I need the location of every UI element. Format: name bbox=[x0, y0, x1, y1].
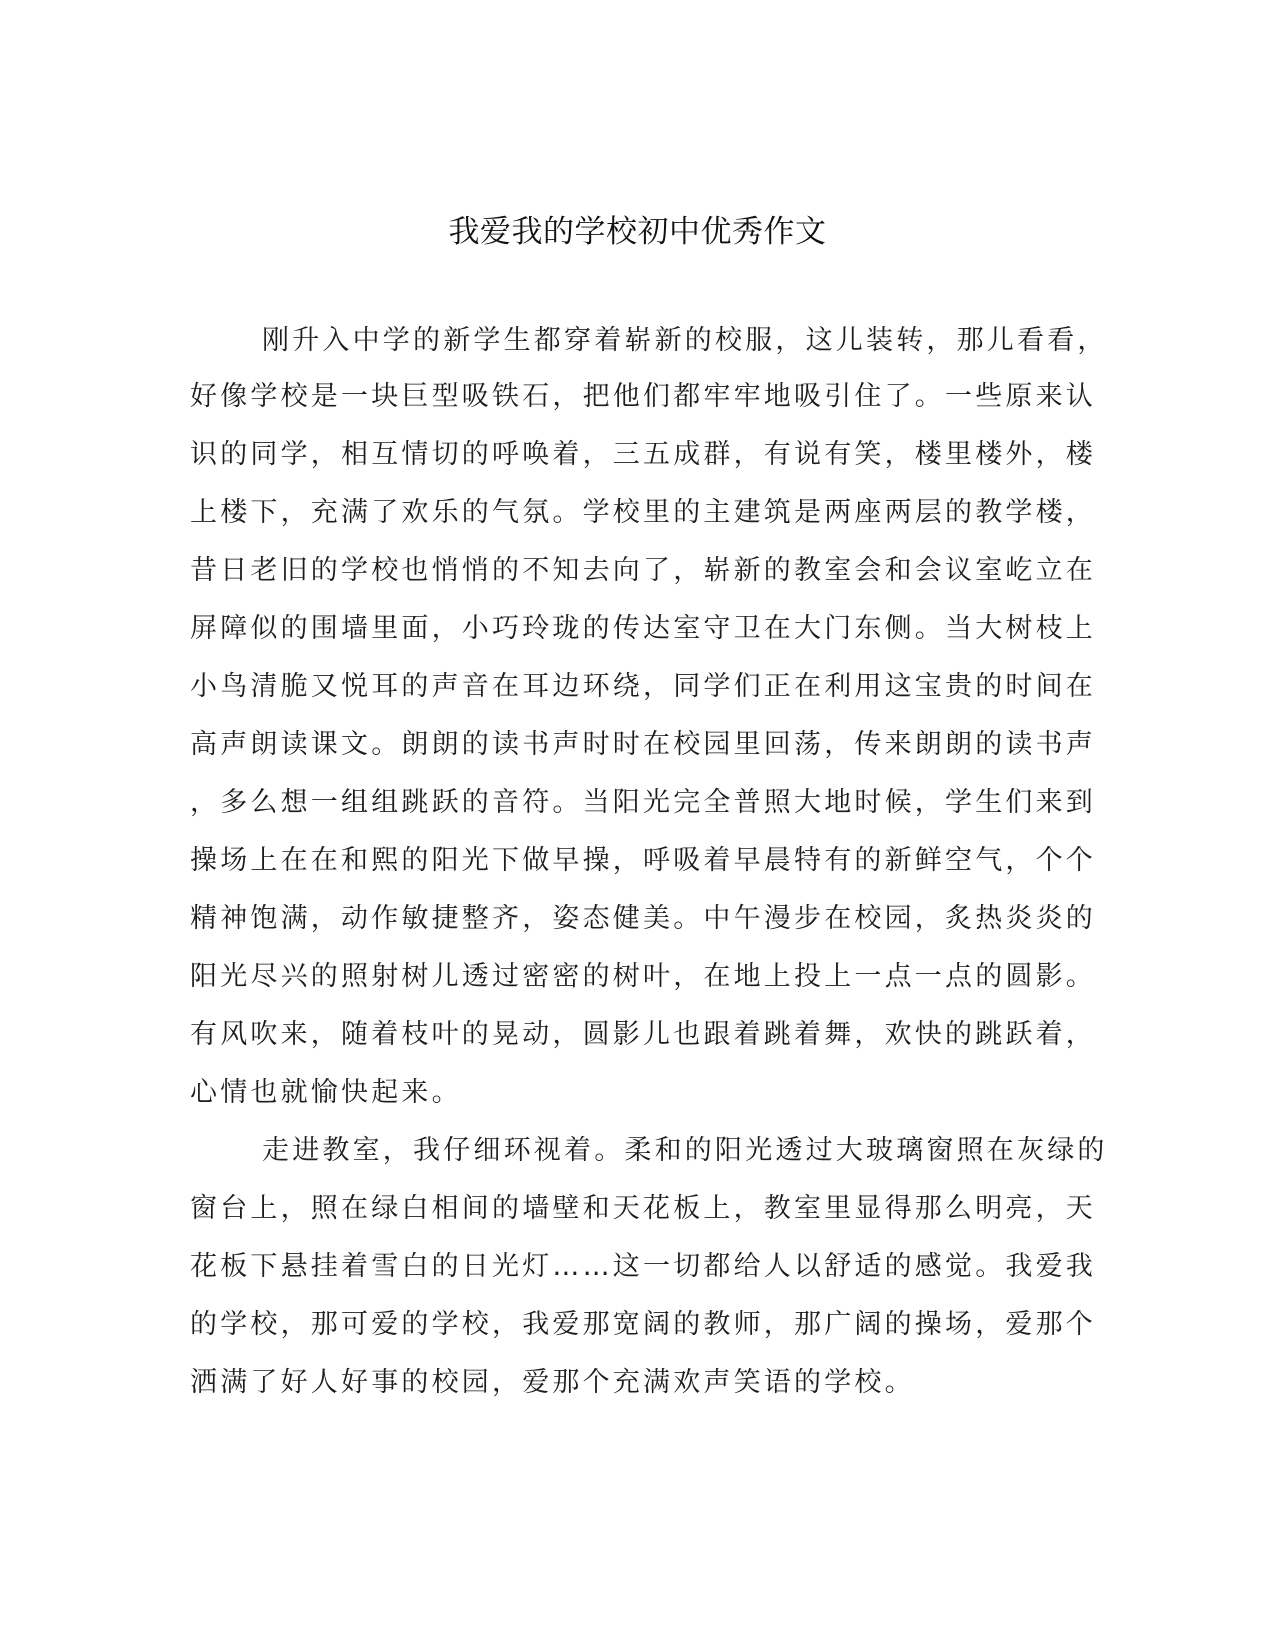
paragraph-2-line-4: 的学校，那可爱的学校，我爱那宽阔的教师，那广阔的操场，爱那个 bbox=[190, 1309, 1096, 1340]
paragraph-1-line-6: 屏障似的围墙里面，小巧玲珑的传达室守卫在大门东侧。当大树枝上 bbox=[190, 613, 1096, 644]
paragraph-2-line-2: 窗台上，照在绿白相间的墙壁和天花板上，教室里显得那么明亮，天 bbox=[190, 1193, 1096, 1224]
paragraph-1-line-2: 好像学校是一块巨型吸铁石，把他们都牢牢地吸引住了。一些原来认 bbox=[190, 381, 1096, 412]
paragraph-1-line-13: 有风吹来，随着枝叶的晃动，圆影儿也跟着跳着舞，欢快的跳跃着， bbox=[190, 1019, 1096, 1050]
paragraph-2-line-3: 花板下悬挂着雪白的日光灯……这一切都给人以舒适的感觉。我爱我 bbox=[190, 1251, 1096, 1282]
paragraph-1-line-5: 昔日老旧的学校也悄悄的不知去向了，崭新的教室会和会议室屹立在 bbox=[190, 555, 1096, 586]
paragraph-1-line-3: 识的同学，相互情切的呼唤着，三五成群，有说有笑，楼里楼外，楼 bbox=[190, 439, 1096, 470]
paragraph-1-line-11: 精神饱满，动作敏捷整齐，姿态健美。中午漫步在校园，炙热炎炎的 bbox=[190, 903, 1096, 934]
paragraph-1-line-9: ，多么想一组组跳跃的音符。当阳光完全普照大地时候，学生们来到 bbox=[190, 787, 1096, 818]
document-title: 我爱我的学校初中优秀作文 bbox=[448, 214, 827, 250]
paragraph-1-line-1: 刚升入中学的新学生都穿着崭新的校服，这儿装转，那儿看看， bbox=[262, 325, 1108, 356]
paragraph-2-line-1: 走进教室，我仔细环视着。柔和的阳光透过大玻璃窗照在灰绿的 bbox=[262, 1135, 1108, 1166]
paragraph-1-line-10: 操场上在在和熙的阳光下做早操，呼吸着早晨特有的新鲜空气，个个 bbox=[190, 845, 1096, 876]
paragraph-1-line-12: 阳光尽兴的照射树儿透过密密的树叶，在地上投上一点一点的圆影。 bbox=[190, 961, 1096, 992]
paragraph-1-line-4: 上楼下，充满了欢乐的气氛。学校里的主建筑是两座两层的教学楼， bbox=[190, 497, 1096, 528]
paragraph-1-line-7: 小鸟清脆又悦耳的声音在耳边环绕，同学们正在利用这宝贵的时间在 bbox=[190, 671, 1096, 702]
paragraph-1-line-14: 心情也就愉快起来。 bbox=[190, 1077, 462, 1108]
paragraph-1-line-8: 高声朗读课文。朗朗的读书声时时在校园里回荡，传来朗朗的读书声 bbox=[190, 729, 1096, 760]
paragraph-2-line-5: 洒满了好人好事的校园，爱那个充满欢声笑语的学校。 bbox=[190, 1367, 915, 1398]
